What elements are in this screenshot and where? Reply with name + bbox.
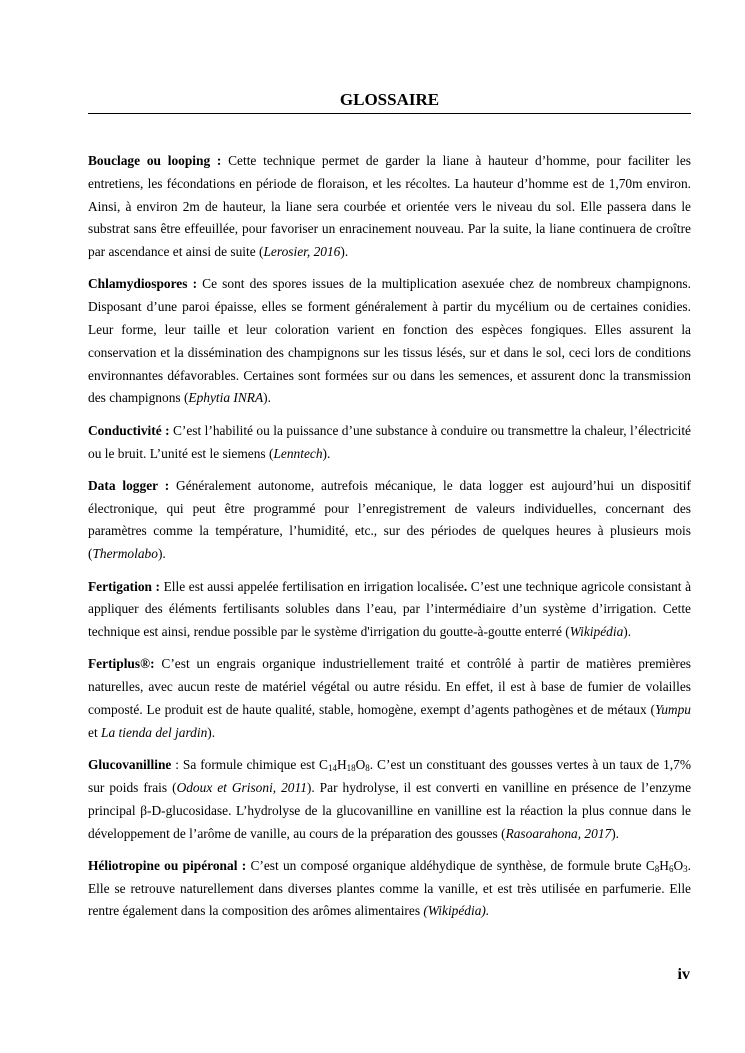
glossary-entry-chlamydiospores: [88, 273, 691, 410]
entry-text: ).: [263, 390, 271, 406]
entry-text: Elle est aussi appelée fertilisation en irrigation localisée: [160, 578, 464, 594]
entry-text: et: [88, 724, 102, 740]
entry-source: Rasoarahona, 2017: [505, 825, 612, 841]
title-rule: [88, 113, 691, 114]
entry-text: Généralement autonome, autrefois mécanique, le data logger est aujourd’hui un dispositif électronique, qui peut être programmé pour l’enregistrement de valeurs individuelles, concernant des paramètres comme la température, l’humidité, etc., sur des périodes de quelques heures à plusieurs mois (: [88, 477, 691, 562]
entry-source: (Wikipédia).: [423, 903, 490, 919]
entry-term: Conductivité :: [88, 422, 170, 438]
formula-subscript: 14: [327, 763, 337, 774]
page-number: iv: [677, 966, 690, 983]
entry-text: Ce sont des spores issues de la multiplication asexuée chez de nombreux champignons. Disposant d’une paroi épaisse, elles se forment généralement à partir du mycélium ou de certaines conidies. Leur forme, leur taille et leur coloration varient en fonction des espèces fongiques. Elles assurent la conservation et la dissémination des champignons sur les tissus lésés, sur et dans le sol, ceci lors de conditions environnantes défavorables. Certaines sont formées sur ou dans les semences, et assurent donc la transmission des champignons (: [88, 276, 691, 406]
formula-subscript: 3: [683, 863, 688, 874]
glossary-entry-bouclage: [88, 150, 691, 264]
glossary-entry-glucovanilline: [88, 754, 691, 845]
entry-source: Odoux et Grisoni, 2011: [176, 779, 307, 795]
glossary-entry-fertiplus: [88, 653, 691, 744]
glossary-entry-conductivite: [88, 420, 691, 466]
entry-text: O: [355, 757, 366, 773]
entry-source: Ephytia INRA: [188, 390, 264, 406]
formula-subscript: 6: [668, 863, 674, 874]
entry-term: Bouclage ou looping :: [88, 153, 222, 168]
entry-text: . C’est un constituant des gousses vertes à un taux de 1,7% sur poids frais (: [88, 757, 691, 795]
entry-text: ).: [157, 546, 166, 562]
entry-text: : Sa formule chimique est C: [171, 757, 328, 773]
formula-subscript: 8: [654, 863, 660, 874]
entry-term: Data logger :: [88, 477, 170, 493]
formula-subscript: 8: [365, 763, 370, 774]
entry-text: ). Par hydrolyse, il est converti en vanilline en présence de l’enzyme principal β-D-glucosidase. L’hydrolyse de la glucovanilline en vanilline est la réaction la plus connue dans le développement de l’arôme de vanille, au cours de la préparation des gousses (: [88, 779, 692, 841]
entry-text: .: [463, 578, 468, 594]
glossary-entry-data-logger: [88, 475, 691, 566]
entry-text: C’est l’habilité ou la puissance d’une substance à conduire ou transmettre la chaleur, l’électricité ou le bruit. L’unité est le siemens (: [88, 422, 691, 461]
entry-source: Wikipédia: [569, 624, 624, 640]
entry-source: Lenntech: [273, 445, 323, 461]
entry-term: Fertigation :: [88, 578, 161, 594]
entry-term: Héliotropine ou pipéronal :: [88, 857, 247, 873]
formula-subscript: 18: [346, 763, 356, 774]
entry-text: C’est un composé organique aldéhydique de synthèse, de formule brute C: [246, 857, 655, 873]
glossary-entry-fertigation: [88, 576, 691, 644]
entry-source: Lerosier, 2016: [263, 244, 341, 260]
entry-term: Chlamydiospores :: [88, 276, 198, 292]
glossary-entry-heliotropine: [88, 855, 691, 923]
entry-source: Thermolabo: [92, 546, 158, 562]
entry-text: ).: [611, 825, 620, 841]
glossary-list: [88, 150, 691, 933]
entry-text: ).: [322, 445, 331, 461]
entry-text: C’est une technique agricole consistant à appliquer des éléments fertilisants solubles dans l’eau, par l’intermédiaire d’un système d’irrigation. Cette technique est ainsi, rendue possible par le système d'irrigation du goutte-à-goutte enterré (: [88, 578, 692, 640]
entry-text: ).: [207, 724, 216, 740]
entry-term: Fertiplus®:: [88, 656, 155, 672]
entry-source: Yumpu: [655, 702, 691, 718]
entry-text: H: [336, 757, 347, 773]
entry-text: Cette technique permet de garder la liane à hauteur d’homme, pour faciliter les entretiens, les fécondations en période de floraison, et les récoltes. La hauteur d’homme est de 1,70m environ. Ainsi, à environ 2m de hauteur, la liane sera courbée et orientée vers le niveau du sol. Elle passera dans le substrat sans être effeuillée, pour favoriser un enracinement nouveau. Par la suite, la liane continuera de croître par ascendance et ainsi de suite (: [88, 153, 691, 260]
page-title: GLOSSAIRE: [339, 90, 440, 109]
entry-term: Glucovanilline: [88, 757, 172, 773]
entry-text: H: [659, 857, 669, 873]
entry-text: O: [673, 857, 684, 873]
entry-text: ).: [340, 244, 349, 260]
entry-text: C’est un engrais organique industriellement traité et contrôlé à partir de matières premières naturelles, avec aucun reste de matériel végétal ou autre résidu. En effet, il est à base de fumier de volailles composté. Le produit est de haute qualité, stable, homogène, exempt d’agents pathogènes et de métaux (: [88, 656, 691, 718]
entry-source: La tienda del jardin: [101, 724, 208, 740]
entry-text: ).: [623, 624, 632, 640]
entry-text: . Elle se retrouve naturellement dans diverses plantes comme la vanille, et est très utilisée en parfumerie. Elle rentre également dans la composition des arômes alimentaires: [88, 857, 691, 919]
